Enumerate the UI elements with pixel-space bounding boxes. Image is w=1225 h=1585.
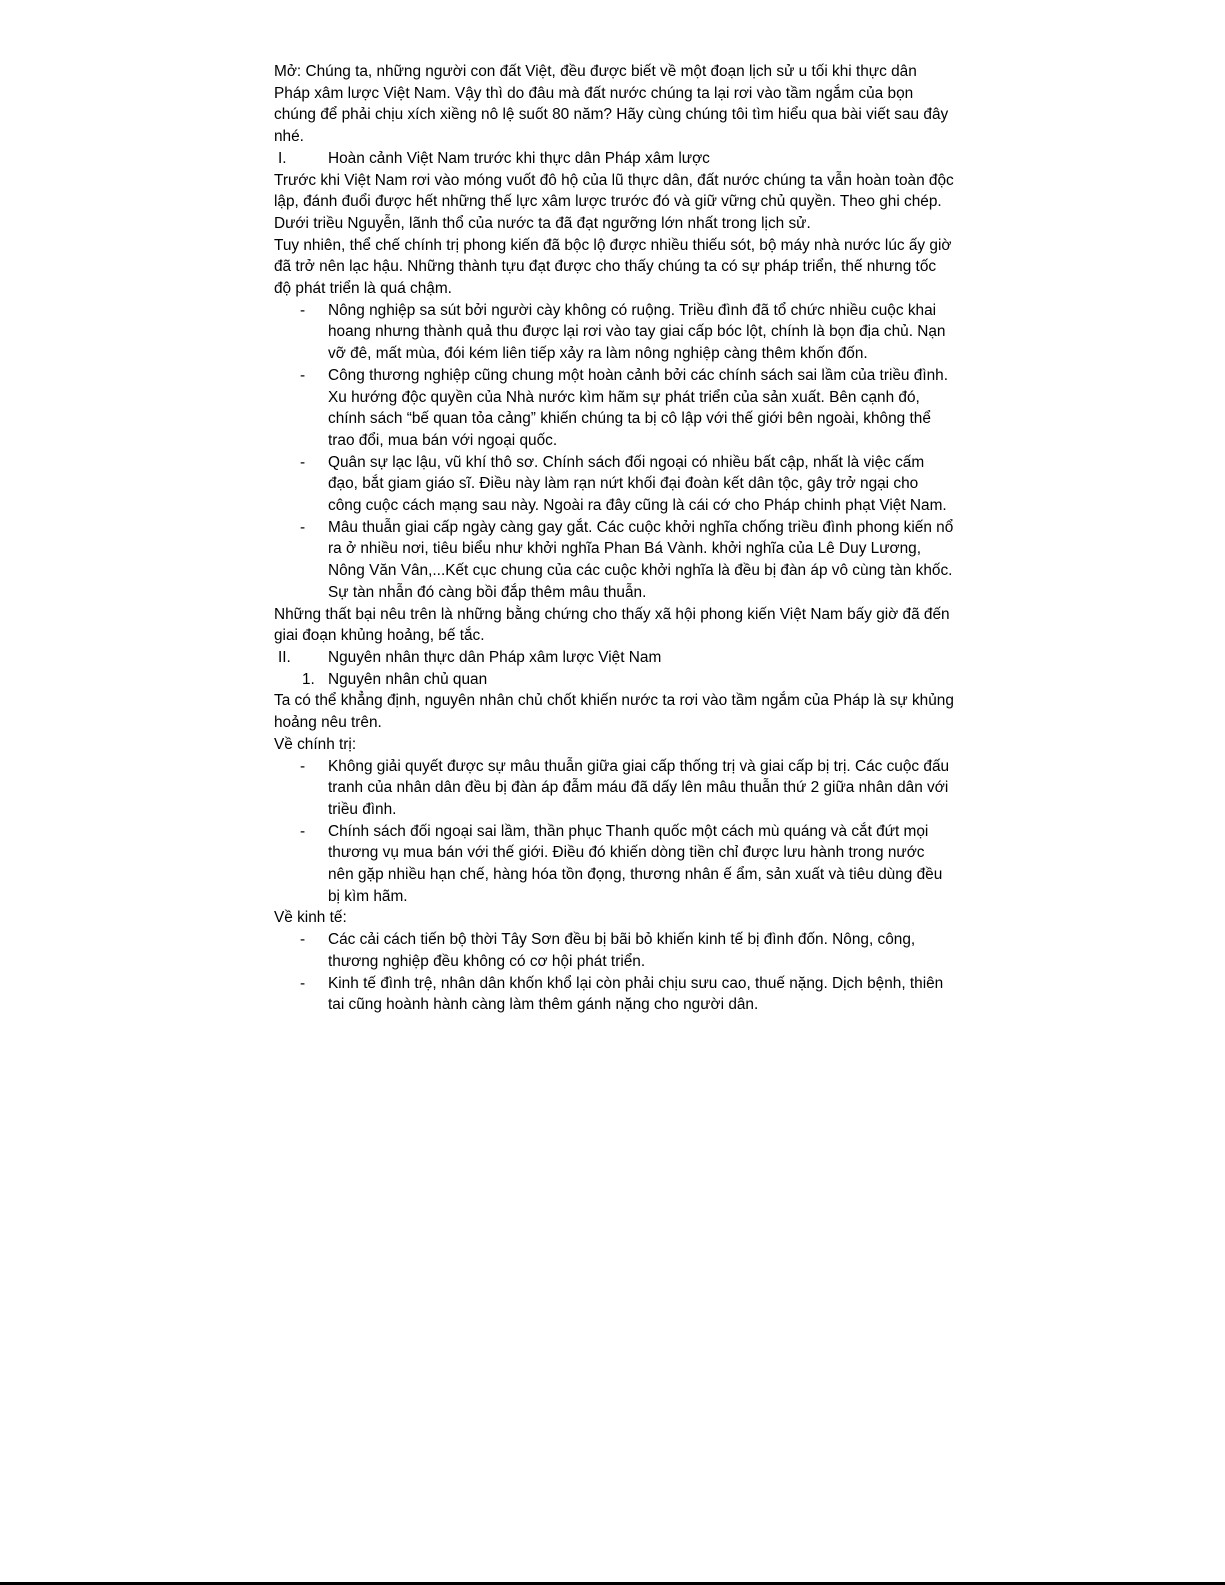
bullet-marker: - — [300, 366, 306, 384]
list-item — [274, 365, 954, 452]
list-item — [274, 821, 954, 908]
economy-label: Về kinh tế: — [274, 909, 347, 927]
bullet-marker: - — [300, 974, 306, 992]
section-2-heading — [274, 647, 954, 669]
economy-bullet-list — [274, 929, 954, 1016]
section-1-number: I. — [278, 149, 287, 167]
subsection-1-title: Nguyên nhân chủ quan — [328, 670, 488, 688]
bullet-marker: - — [300, 757, 306, 775]
section-1-title: Hoàn cảnh Việt Nam trước khi thực dân Pháp xâm lược — [328, 149, 710, 167]
section-1-conclusion: Những thất bại nêu trên là những bằng chứng cho thấy xã hội phong kiến Việt Nam bấy giờ đã đến giai đoạn khủng hoảng, bế tắc. — [274, 605, 950, 645]
bullet-text: Kinh tế đình trệ, nhân dân khốn khổ lại còn phải chịu sưu cao, thuế nặng. Dịch bệnh, thiên tai cũng hoành hành càng làm thêm gánh nặng cho người dân. — [328, 974, 944, 1014]
list-item — [274, 929, 954, 972]
section-1-bullet-list — [274, 300, 954, 604]
bullet-marker: - — [300, 518, 306, 536]
subsection-1-heading — [274, 669, 954, 691]
politics-label: Về chính trị: — [274, 735, 357, 753]
document-page — [274, 61, 954, 1016]
intro-paragraph: Mở: Chúng ta, những người con đất Việt, đều được biết về một đoạn lịch sử u tối khi thực dân Pháp xâm lược Việt Nam. Vậy thì do đâu mà đất nước chúng ta lại rơi vào tầm ngắm của bọn chúng để phải chịu xích xiềng nô lệ suốt 80 năm? Hãy cùng chúng tôi tìm hiểu qua bài viết sau đây nhé. — [274, 63, 949, 146]
section-2-title: Nguyên nhân thực dân Pháp xâm lược Việt Nam — [328, 648, 662, 666]
section-1-heading — [274, 148, 954, 170]
section-2-paragraph-1: Ta có thể khẳng định, nguyên nhân chủ chốt khiến nước ta rơi vào tầm ngắm của Pháp là sự khủng hoảng nêu trên. — [274, 692, 954, 732]
subsection-1-number: 1. — [302, 670, 315, 688]
politics-bullet-list — [274, 756, 954, 908]
bullet-text: Quân sự lạc lậu, vũ khí thô sơ. Chính sách đối ngoại có nhiều bất cập, nhất là việc cấm đạo, bắt giam giáo sĩ. Điều này làm rạn nứt khối đại đoàn kết dân tộc, gây trở ngại cho công cuộc cách mạng sau này. Ngoài ra đây cũng là cái cớ cho Pháp chinh phạt Việt Nam. — [328, 453, 947, 515]
list-item — [274, 973, 954, 1016]
list-item — [274, 756, 954, 821]
section-1-paragraph-1: Trước khi Việt Nam rơi vào móng vuốt đô hộ của lũ thực dân, đất nước chúng ta vẫn hoàn toàn độc lập, đánh đuổi được hết những thế lực xâm lược trước đó và giữ vững chủ quyền. Theo ghi chép. Dưới triều Nguyễn, lãnh thổ của nước ta đã đạt ngưỡng lớn nhất trong lịch sử. — [274, 171, 954, 232]
bullet-marker: - — [300, 931, 306, 949]
section-1-paragraph-2: Tuy nhiên, thể chế chính trị phong kiến đã bộc lộ được nhiều thiếu sót, bộ máy nhà nước lúc ấy giờ đã trở nên lạc hậu. Những thành tựu đạt được cho thấy chúng ta có sự pháp triển, thế nhưng tốc độ phát triển là quá chậm. — [274, 236, 952, 298]
list-item — [274, 300, 954, 365]
list-item — [274, 452, 954, 517]
bullet-text: Công thương nghiệp cũng chung một hoàn cảnh bởi các chính sách sai lầm của triều đình. Xu hướng độc quyền của Nhà nước kìm hãm sự phát triển của sản xuất. Bên cạnh đó, chính sách “bế quan tỏa cảng” khiến chúng ta bị cô lập với thế giới bên ngoài, không thể trao đổi, mua bán với ngoại quốc. — [328, 366, 948, 449]
bullet-text: Các cải cách tiến bộ thời Tây Sơn đều bị bãi bỏ khiến kinh tế bị đình đốn. Nông, công, thương nghiệp đều không có cơ hội phát triển. — [328, 931, 916, 970]
bullet-text: Nông nghiệp sa sút bởi người cày không có ruộng. Triều đình đã tổ chức nhiều cuộc khai hoang nhưng thành quả thu được lại rơi vào tay giai cấp bóc lột, chính là bọn địa chủ. Nạn vỡ đê, mất mùa, đói kém liên tiếp xảy ra làm nông nghiệp càng thêm khốn đốn. — [328, 301, 946, 363]
section-2-number: II. — [278, 648, 291, 666]
bullet-marker: - — [300, 453, 306, 471]
bullet-text: Mâu thuẫn giai cấp ngày càng gay gắt. Các cuộc khởi nghĩa chống triều đình phong kiến nổ ra ở nhiều nơi, tiêu biểu như khởi nghĩa Phan Bá Vành. khởi nghĩa của Lê Duy Lương, Nông Văn Vân,...Kết cục chung của các cuộc khởi nghĩa là đều bị đàn áp vô cùng tàn khốc. Sự tàn nhẫn đó càng bồi đắp thêm mâu thuẫn. — [328, 518, 954, 601]
bullet-marker: - — [300, 822, 306, 840]
list-item — [274, 517, 954, 604]
bullet-marker: - — [300, 301, 306, 319]
bullet-text: Chính sách đối ngoại sai lầm, thần phục Thanh quốc một cách mù quáng và cắt đứt mọi thương vụ mua bán với thế giới. Điều đó khiến dòng tiền chỉ được lưu hành trong nước nên gặp nhiều hạn chế, hàng hóa tồn đọng, thương nhân ế ẩm, sản xuất và tiêu dùng đều bị kìm hãm. — [328, 822, 943, 905]
bullet-text: Không giải quyết được sự mâu thuẫn giữa giai cấp thống trị và giai cấp bị trị. Các cuộc đấu tranh của nhân dân đều bị đàn áp đẫm máu đã dấy lên mâu thuẫn thứ 2 giữa nhân dân với triều đình. — [328, 757, 950, 818]
